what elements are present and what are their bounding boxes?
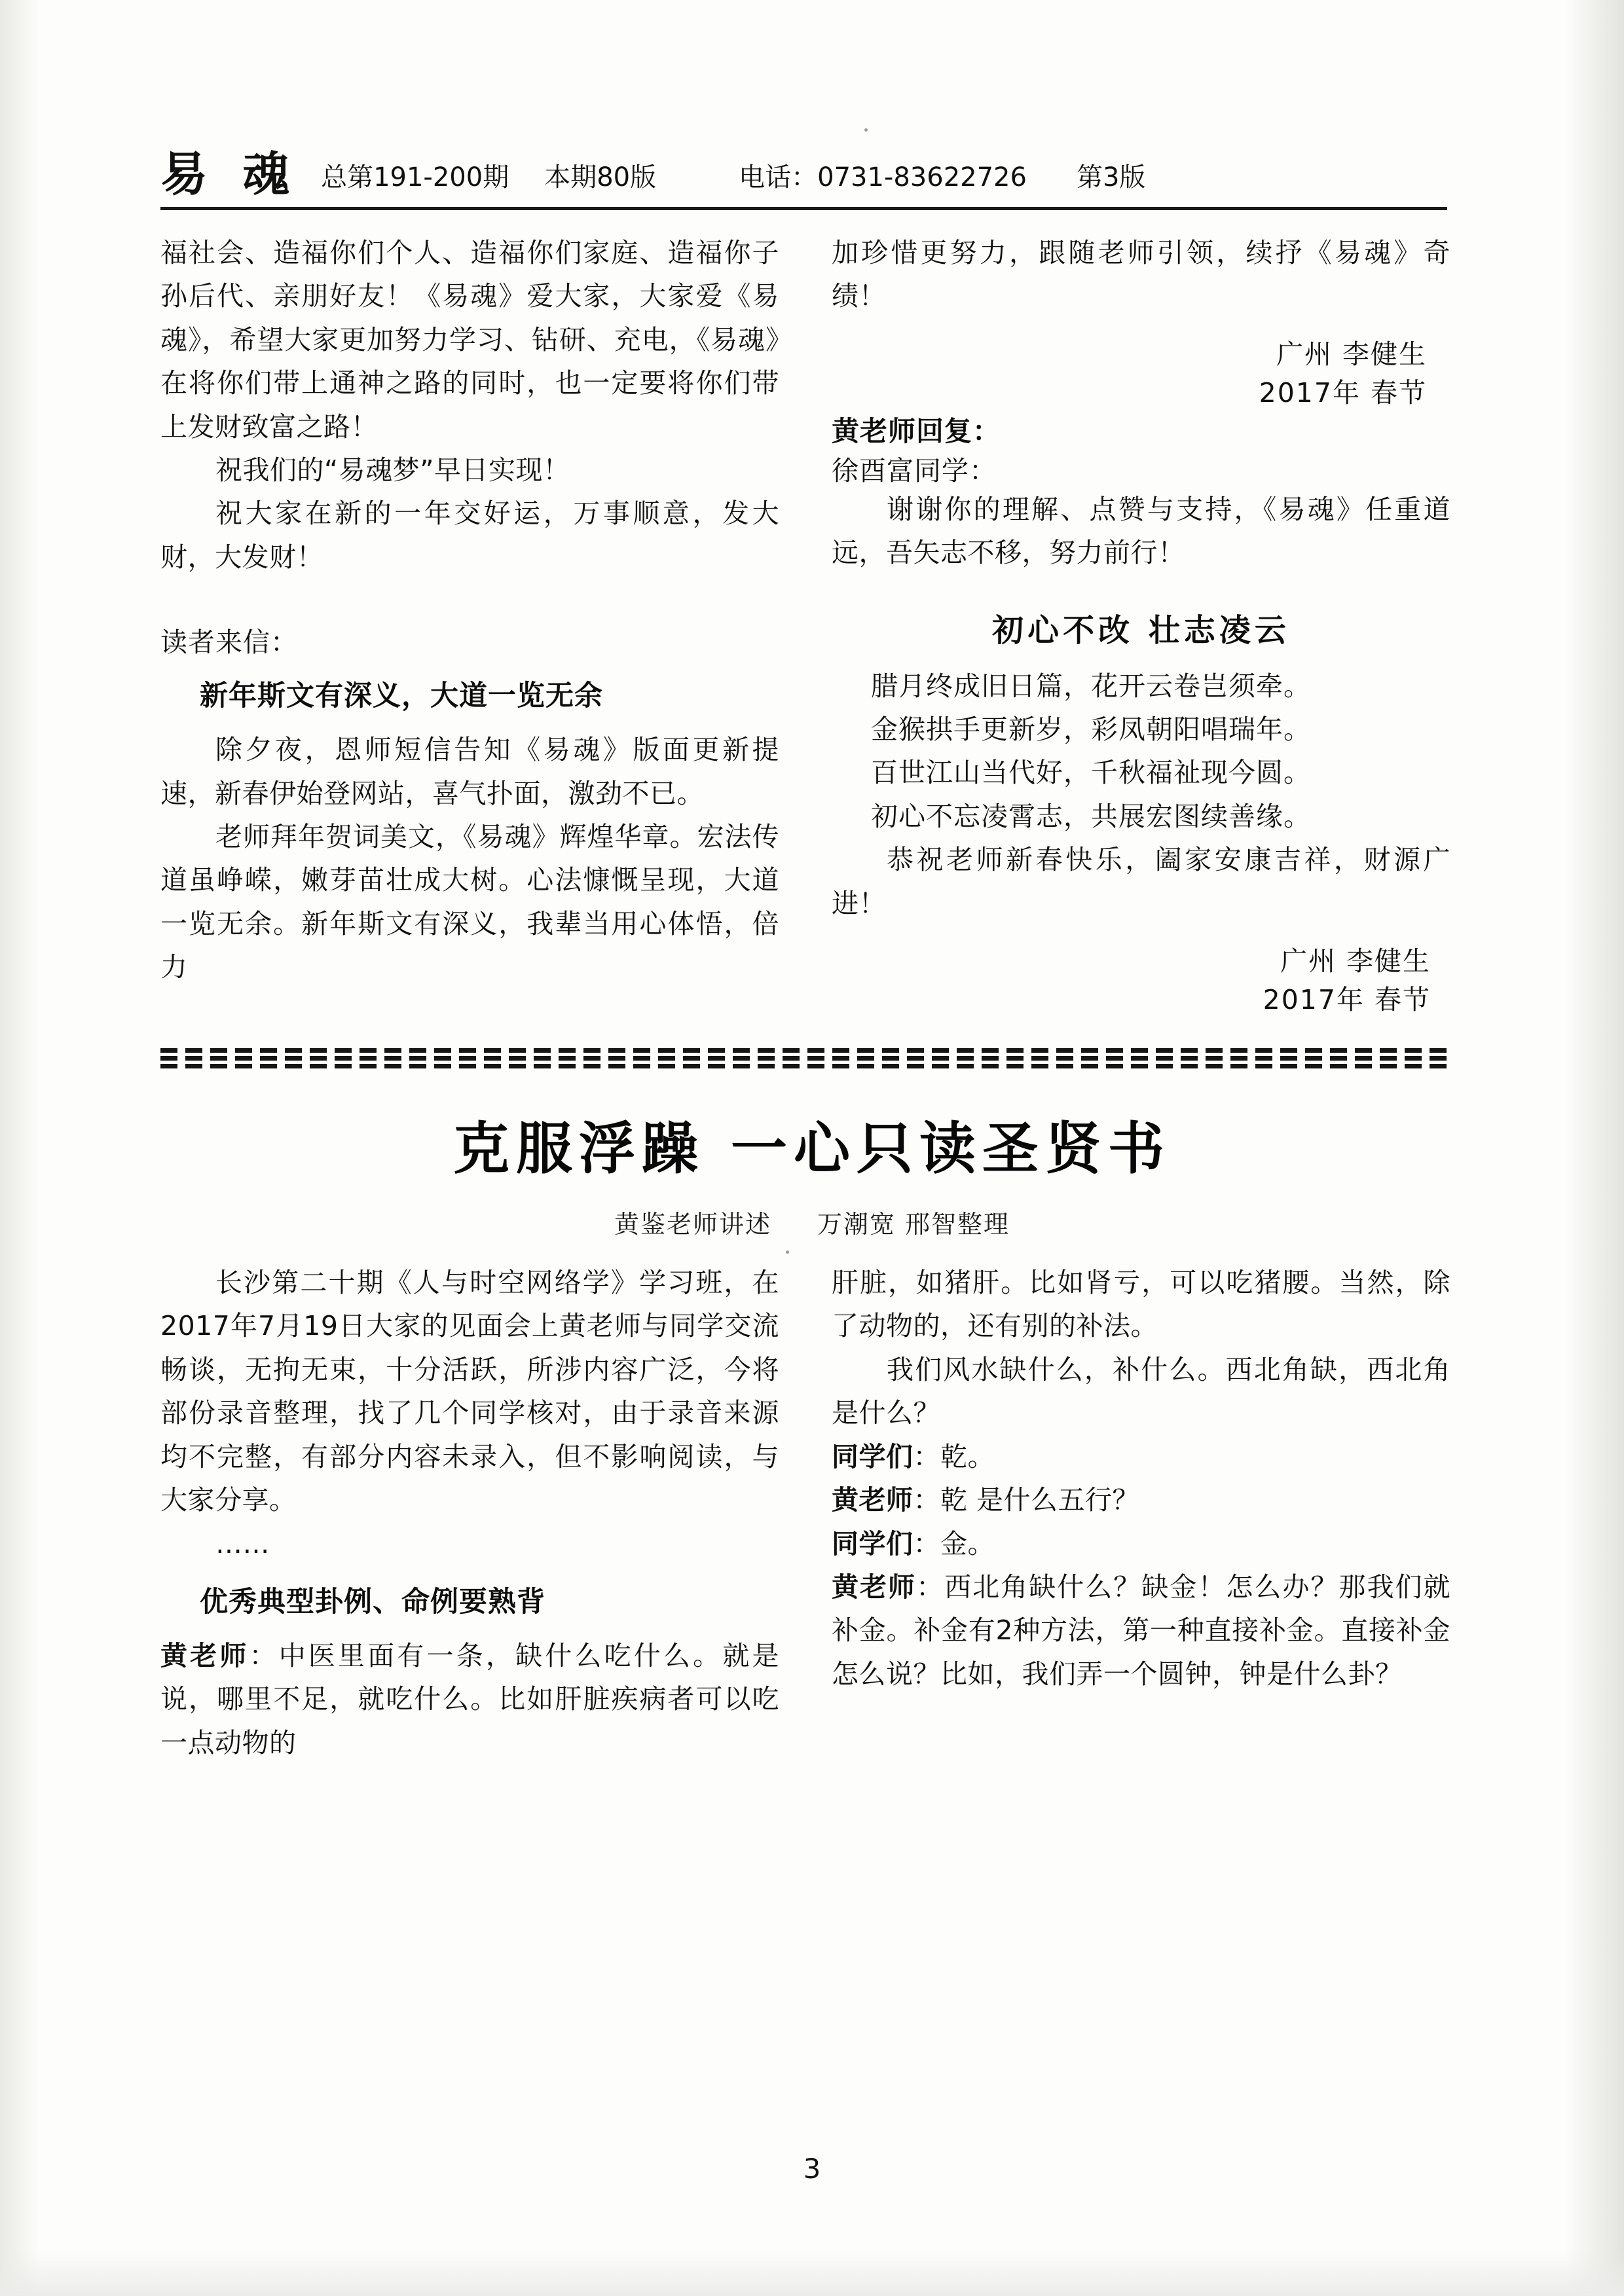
dialogue-text: ：西北角缺什么？缺金！怎么办？那我们就补金。补金有2种方法，第一种直接补金。直接补金怎么说？比如，我们弄一个圆钟，钟是什么卦？ <box>832 1571 1451 1690</box>
paragraph: 福社会、造福你们个人、造福你们家庭、造福你子孙后代、亲朋好友！《易魂》爱大家，大家爱《易魂》，希望大家更加努力学习、钻研、充电，《易魂》在将你们带上通神之路的同时，也一定要将你们带上发财致富之路！ <box>160 237 779 443</box>
paragraph: 谢谢你的理解、点赞与支持，《易魂》任重道远，吾矢志不移，努力前行！ <box>832 493 1450 569</box>
dialogue-text: ：金。 <box>913 1527 995 1559</box>
dialogue-text: ：中医里面有一条，缺什么吃什么。就是说，哪里不足，就吃什么。比如肝脏疾病者可以吃一点动物的 <box>160 1639 780 1758</box>
poem-title: 初心不改 壮志凌云 <box>992 611 1290 649</box>
reply-label: 黄老师回复： <box>832 414 1001 447</box>
dialogue-line <box>832 1435 1450 1478</box>
paragraph: 除夕夜，恩师短信告知《易魂》版面更新提速，新春伊始登网站，喜气扑面，激劲不已。 <box>160 734 779 809</box>
dialogue-speaker: 黄老师 <box>832 1484 913 1516</box>
dialogue-line <box>832 1478 1450 1522</box>
article-1-columns <box>160 231 1464 1017</box>
section-divider <box>160 1047 1447 1069</box>
byline-speaker: 黄鉴老师讲述 <box>614 1210 771 1239</box>
dialogue-text: ：乾。 <box>913 1440 995 1472</box>
dialogue-speaker: 黄老师 <box>160 1639 249 1671</box>
scan-edge-bottom <box>0 2250 1624 2296</box>
article-2-byline <box>160 1204 1464 1240</box>
paragraph: 加珍惜更努力，跟随老师引领，续抒《易魂》奇绩！ <box>832 237 1450 312</box>
dialogue-line <box>160 1634 779 1764</box>
poem-line: 百世江山当代好，千秋福祉现今圆。 <box>871 757 1311 789</box>
page-content <box>160 146 1464 1764</box>
poem-signature-name: 广州 李健生 <box>1280 945 1431 977</box>
dialogue-line <box>832 1565 1450 1696</box>
paragraph: 肝脏，如猪肝。比如肾亏，可以吃猪腰。当然，除了动物的，还有别的补法。 <box>832 1267 1450 1342</box>
paragraph: 长沙第二十期《人与时空网络学》学习班，在2017年7月19日大家的见面会上黄老师与同学交流畅谈，无拘无束，十分活跃，所涉内容广泛，今将部份录音整理，找了几个同学核对，由于录音来源均不完整，有部分内容未录入，但不影响阅读，与大家分享。 <box>160 1267 779 1516</box>
reply-addressee: 徐酉富同学： <box>832 454 997 486</box>
paragraph: 祝大家在新的一年交好运，万事顺意，发大财，大发财！ <box>160 498 779 573</box>
dialogue-text: ：乾 是什么五行？ <box>913 1484 1140 1516</box>
publication-logo: 易 魂 <box>160 146 299 202</box>
dialogue-speaker: 黄老师 <box>832 1571 917 1603</box>
dialogue-line <box>832 1522 1450 1565</box>
reader-letters-label: 读者来信： <box>160 627 298 659</box>
paragraph: 祝我们的“易魂梦”早日实现！ <box>215 454 570 486</box>
article-2-columns <box>160 1261 1464 1764</box>
byline-editors: 万潮宽 邢智整理 <box>817 1210 1010 1239</box>
poem-signature-date: 2017年 春节 <box>1263 984 1431 1016</box>
scan-speckle <box>864 128 868 132</box>
masthead-phone: 电话：0731-83622726 <box>739 162 1027 192</box>
poem-line: 腊月终成旧日篇，花开云卷岂须牵。 <box>871 670 1311 702</box>
paragraph: 老师拜年贺词美文，《易魂》辉煌华章。宏法传道虽峥嵘，嫩芽苗壮成大树。心法慷慨呈现，大道一览无余。新年斯文有深义，我辈当用心体悟，倍力 <box>160 821 779 983</box>
dialogue-speaker: 同学们 <box>832 1440 913 1472</box>
article-2-title: 克服浮躁 一心只读圣贤书 <box>453 1116 1171 1182</box>
letter-signature-date: 2017年 春节 <box>1259 376 1427 409</box>
masthead-page-label: 第3版 <box>1076 162 1146 192</box>
paragraph: 我们风水缺什么，补什么。西北角缺，西北角是什么？ <box>832 1353 1450 1429</box>
page-footer-number: 3 <box>803 2153 821 2185</box>
poem-line: 初心不忘凌霄志，共展宏图续善缘。 <box>871 800 1311 832</box>
poem-line: 金猴拱手更新岁，彩凤朝阳唱瑞年。 <box>871 714 1311 746</box>
article-2-subheading: 优秀典型卦例、命例要熟背 <box>200 1585 545 1618</box>
ellipsis-line: …… <box>215 1527 270 1559</box>
masthead-page-count: 本期80版 <box>544 162 657 192</box>
scan-edge-right <box>1565 0 1624 2296</box>
article-1-left-column <box>160 231 779 1017</box>
letter-signature-name: 广州 李健生 <box>1276 338 1427 370</box>
masthead-issue: 总第191-200期 <box>321 162 509 192</box>
paragraph: 恭祝老师新春快乐，阖家安康吉祥，财源广进！ <box>832 844 1450 919</box>
article-2-right-column <box>832 1261 1450 1764</box>
article-2-left-column <box>160 1261 779 1764</box>
article-1-right-column <box>832 231 1450 1017</box>
scan-edge-left <box>0 0 39 2296</box>
masthead <box>160 146 1447 210</box>
letter-title: 新年斯文有深义，大道一览无余 <box>200 680 603 713</box>
dialogue-speaker: 同学们 <box>832 1527 913 1559</box>
